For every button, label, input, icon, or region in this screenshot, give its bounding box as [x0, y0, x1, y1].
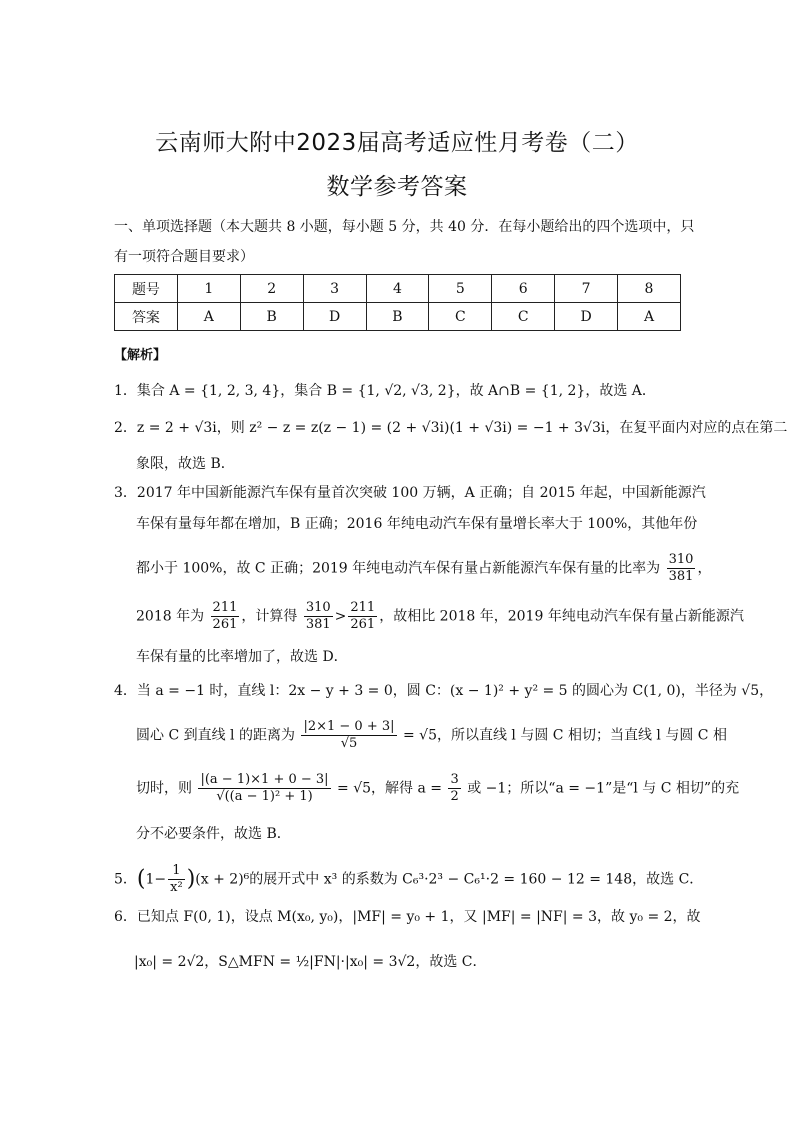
denominator: x² — [170, 880, 183, 895]
solution-3-text: ，计算得 — [241, 608, 298, 625]
denominator: 381 — [305, 617, 331, 632]
solution-2-line2: 象限，故选 B． — [136, 456, 235, 472]
fraction-1-x2 — [168, 863, 185, 896]
table-cell: 1 — [177, 275, 240, 303]
fraction-310-381 — [667, 552, 696, 585]
table-cell: A — [177, 303, 240, 331]
paren-open: ( — [136, 866, 146, 892]
fraction-3-2 — [448, 772, 460, 805]
table-header-cell: 题号 — [115, 275, 178, 303]
table-header-cell: 答案 — [115, 303, 178, 331]
numerator: 310 — [668, 552, 694, 567]
solution-3-text: ，故相比 2018 年，2019 年纯电动汽车保有量占新能源汽 — [379, 608, 744, 625]
solution-4-text: = √5，所以直线 l 与圆 C 相切；当直线 l 与圆 C 相 — [402, 727, 727, 744]
solution-4-text: 圆心 C 到直线 l 的距离为 — [136, 727, 295, 744]
denominator: 381 — [668, 569, 694, 584]
solution-5-number: 5． — [114, 871, 137, 888]
table-cell: A — [618, 303, 681, 331]
solution-6-line2: |x₀| = 2√2，S△MFN = ½|FN|·|x₀| = 3√2，故选 C． — [134, 954, 487, 970]
solution-4-text: 或 −1；所以“a = −1”是“l 与 C 相切”的充 — [467, 780, 740, 797]
solution-5-text: 的展开式中 x³ 的系数为 C₆³·2³ − C₆¹·2 = 160 − 12 = 148，故选 C． — [249, 871, 704, 888]
denominator: 261 — [350, 617, 376, 632]
table-cell: C — [492, 303, 555, 331]
table-cell: 2 — [240, 275, 303, 303]
solution-3-line1: 3．2017 年中国新能源汽车保有量首次突破 100 万辆，A 正确；自 2015 年起，中国新能源汽 — [114, 485, 706, 501]
numerator: 3 — [450, 772, 459, 787]
table-cell: D — [555, 303, 618, 331]
numerator: |(a − 1)×1 + 0 − 3| — [200, 772, 329, 787]
table-cell: B — [240, 303, 303, 331]
document-subtitle: 数学参考答案 — [326, 174, 468, 200]
table-cell: 5 — [429, 275, 492, 303]
solution-4-line4: 分不必要条件，故选 B． — [136, 826, 291, 842]
denominator: 261 — [212, 617, 238, 632]
answer-table — [114, 274, 681, 331]
solution-3-line3: 都小于 100%，故 C 正确；2019 年纯电动汽车保有量占新能源汽车保有量的比率为 $\frac{310}{381}$ ， — [136, 552, 712, 584]
tangent-fraction — [198, 772, 330, 805]
numerator: 1 — [168, 863, 185, 880]
denominator: 2 — [450, 789, 459, 804]
solution-1: 1．集合 A = {1, 2, 3, 4}，集合 B = {1, √2, √3, 2}，故 A∩B = {1, 2}，故选 A． — [114, 383, 656, 399]
table-cell: 6 — [492, 275, 555, 303]
section-heading-line2: 有一项符合题目要求） — [114, 249, 254, 265]
analysis-label: 【解析】 — [114, 348, 167, 363]
distance-fraction — [301, 719, 396, 752]
solution-5: 5．(1− $\frac{1}{\text{x²}}$ )(x + 2)⁶的展开式中 x³ 的系数为 C₆³·2³ − C₆¹·2 = 160 − 12 = 148，故选 C． — [114, 863, 704, 895]
solution-3-line4: 2018 年为 $\frac{211}{261}$ ，计算得 $\frac{310}{381}$ > $\frac{211}{261}$ ，故相比 2018 年，2019 年纯电动汽车保有量占新能源汽 — [136, 600, 744, 632]
table-cell: C — [429, 303, 492, 331]
solution-4-text: = √5，解得 a = — [337, 780, 443, 797]
solution-4-line1: 4．当 a = −1 时，直线 l：2x − y + 3 = 0，圆 C：(x − 1)² + y² = 5 的圆心为 C(1, 0)，半径为 √5， — [114, 683, 774, 699]
solution-3-line2: 车保有量每年都在增加，B 正确；2016 年纯电动汽车保有量增长率大于 100%，其他年份 — [136, 516, 698, 532]
fraction-211-261 — [211, 600, 240, 633]
section-heading-line1: 一、单项选择题（本大题共 8 小题，每小题 5 分，共 40 分．在每小题给出的四个选项中，只 — [114, 219, 695, 235]
solution-4-line2 — [136, 719, 727, 752]
numerator: 211 — [350, 600, 376, 615]
table-cell: 4 — [366, 275, 429, 303]
solution-3-line5: 车保有量的比率增加了，故选 D． — [136, 649, 348, 665]
numerator: 310 — [305, 600, 331, 615]
denominator: √((a − 1)² + 1) — [216, 789, 313, 804]
solution-6-line1: 6．已知点 F(0, 1)，设点 M(x₀, y₀)，|MF| = y₀ + 1，又 |MF| = |NF| = 3，故 y₀ = 2，故 — [114, 909, 701, 925]
denominator: √5 — [340, 736, 358, 751]
fraction-211-261 — [348, 600, 377, 633]
solution-4-text: 切时，则 — [136, 780, 192, 797]
solution-3-text: 都小于 100%，故 C 正确；2019 年纯电动汽车保有量占新能源汽车保有量的比率为 — [136, 560, 661, 577]
table-cell: 3 — [303, 275, 366, 303]
table-cell: 8 — [618, 275, 681, 303]
table-cell: B — [366, 303, 429, 331]
numerator: 211 — [212, 600, 238, 615]
table-row-numbers — [115, 275, 681, 303]
table-row-answers — [115, 303, 681, 331]
document-title: 云南师大附中2023届高考适应性月考卷（二） — [155, 130, 639, 156]
table-cell: D — [303, 303, 366, 331]
solution-2-line1: 2．z = 2 + √3i，则 z² − z = z(z − 1) = (2 + √3i)(1 + √3i) = −1 + 3√3i，在复平面内对应的点在第二 — [114, 420, 788, 436]
table-cell: 7 — [555, 275, 618, 303]
fraction-310-381 — [304, 600, 333, 633]
solution-4-line3 — [136, 772, 739, 805]
paren-close: ) — [186, 866, 196, 892]
numerator: |2×1 − 0 + 3| — [303, 719, 395, 734]
solution-3-text: 2018 年为 — [136, 608, 205, 625]
